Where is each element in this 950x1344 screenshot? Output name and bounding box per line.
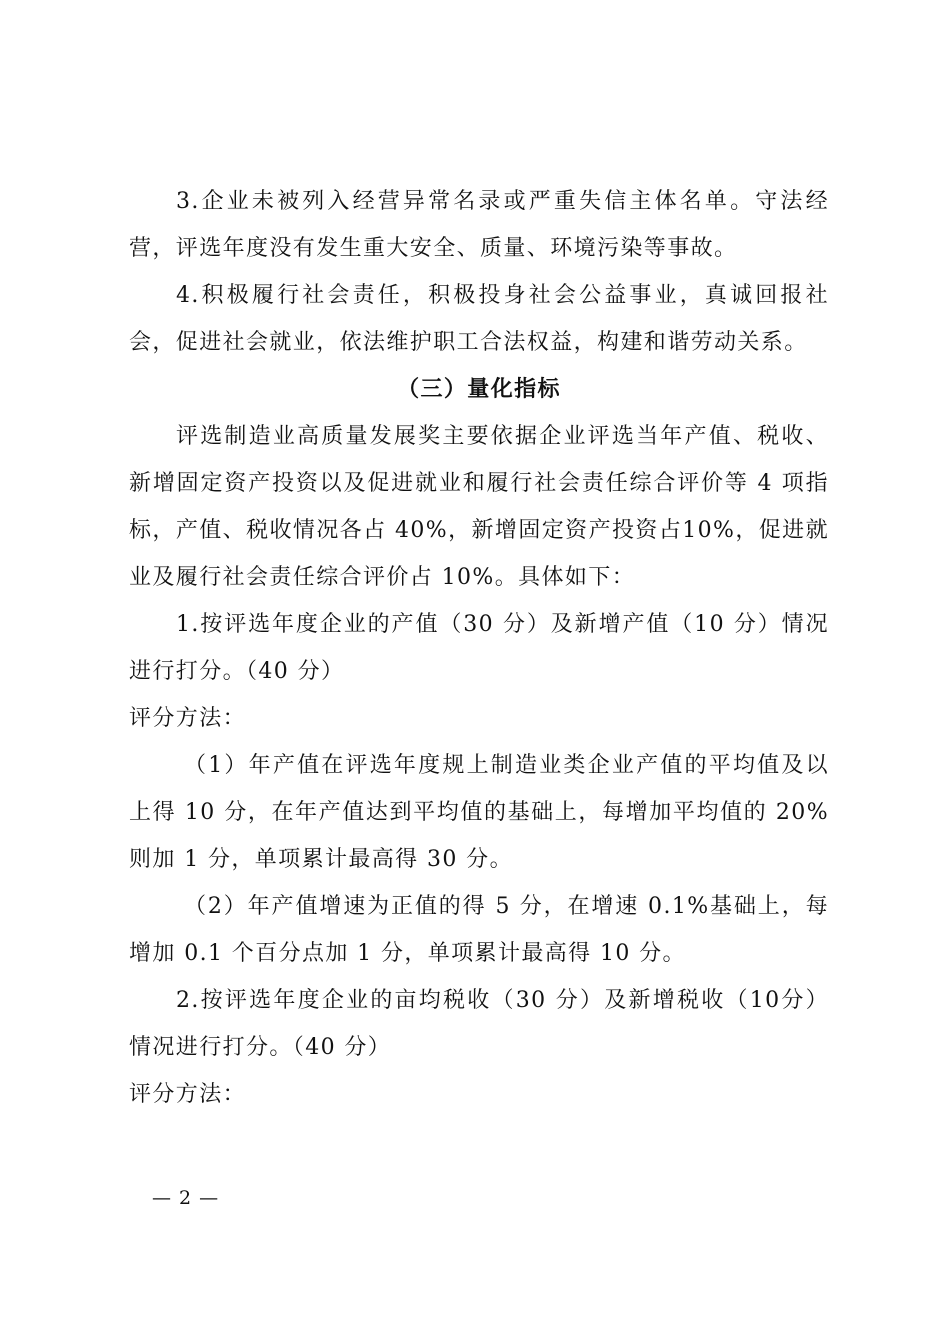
paragraph-tax-scoring: 2.按评选年度企业的亩均税收（30 分）及新增税收（10分）情况进行打分。（40 分） — [129, 988, 829, 1060]
paragraph-scoring-rule-1: （1）年产值在评选年度规上制造业类企业产值的平均值及以上得 10 分，在年产值达到平均值的基础上，每增加平均值的 20%则加 1 分，单项累计最高得 30 分。 — [129, 753, 829, 872]
scoring-method-label-2: 评分方法： — [129, 1082, 247, 1107]
paragraph-output-value-scoring: 1.按评选年度企业的产值（30 分）及新增产值（10 分）情况进行打分。（40 分） — [129, 612, 829, 684]
scoring-method-label-1: 评分方法： — [129, 706, 247, 731]
paragraph-requirement-4: 4.积极履行社会责任，积极投身社会公益事业，真诚回报社会，促进社会就业，依法维护职工合法权益，构建和谐劳动关系。 — [129, 283, 829, 355]
page-number: — 2 — — [152, 1187, 220, 1209]
section-heading-quantitative-indicators: （三）量化指标 — [397, 376, 561, 402]
paragraph-requirement-3: 3.企业未被列入经营异常名录或严重失信主体名单。守法经营，评选年度没有发生重大安全、质量、环境污染等事故。 — [129, 189, 829, 261]
paragraph-indicator-overview: 评选制造业高质量发展奖主要依据企业评选当年产值、税收、新增固定资产投资以及促进就业和履行社会责任综合评价等 4 项指标，产值、税收情况各占 40%，新增固定资产投资占10%，促进就业及履行社会责任综合评价占 10%。具体如下： — [129, 424, 829, 590]
paragraph-scoring-rule-2: （2）年产值增速为正值的得 5 分，在增速 0.1%基础上，每增加 0.1 个百分点加 1 分，单项累计最高得 10 分。 — [129, 894, 829, 966]
document-body — [129, 178, 829, 1118]
